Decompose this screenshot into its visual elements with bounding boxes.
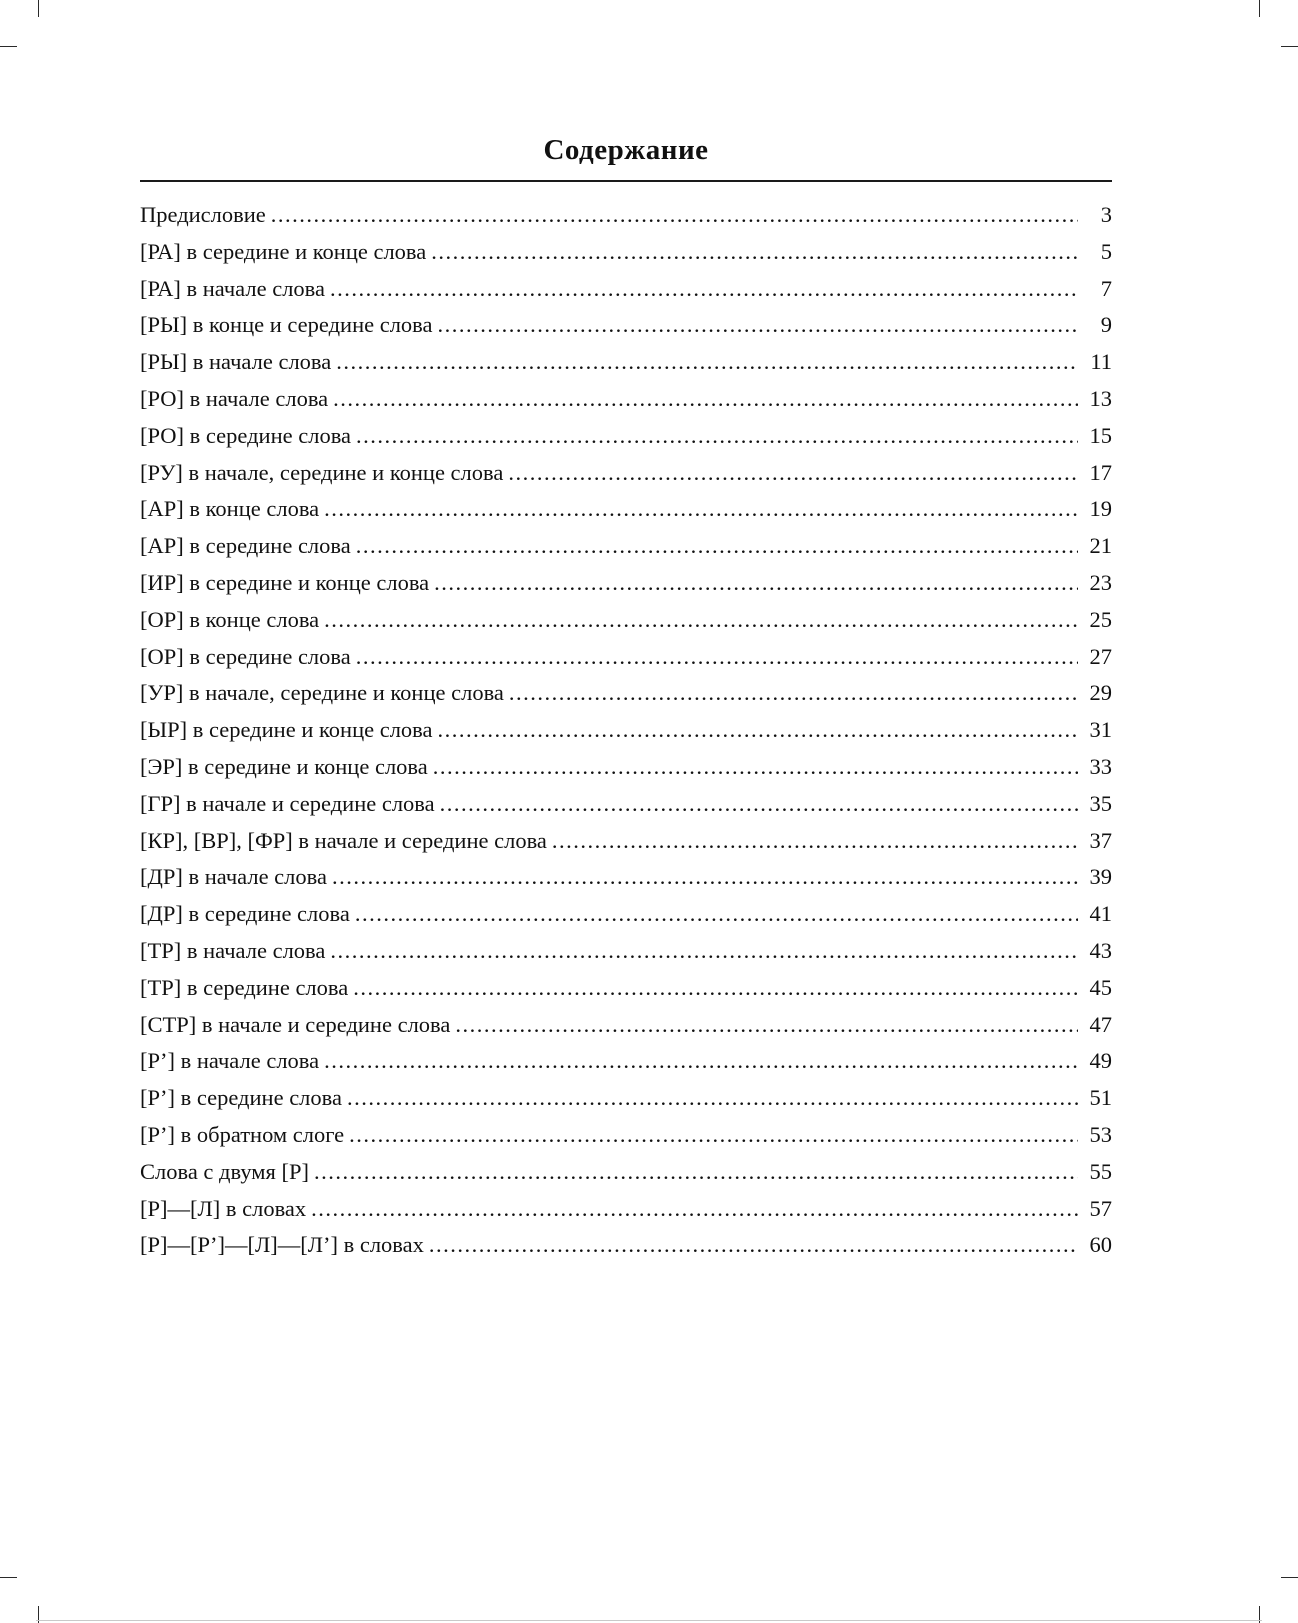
toc-entry-label: [РО] в начале слова (140, 385, 329, 411)
toc-entry (140, 1154, 1112, 1191)
toc-leader-dots (433, 749, 1078, 786)
toc-entry-page: 53 (1089, 1121, 1112, 1147)
toc-entry (140, 271, 1112, 308)
toc-entry (140, 381, 1112, 418)
crop-mark-bottom-right-horizontal (1281, 1577, 1298, 1578)
toc-leader-dots (353, 970, 1078, 1007)
toc-entry-page: 33 (1089, 753, 1112, 779)
toc-entry-page: 5 (1100, 238, 1112, 264)
toc-entry-label: [РА] в начале слова (140, 275, 325, 301)
toc-entry-label: [Р]—[Л] в словах (140, 1195, 307, 1221)
toc-leader-dots (440, 786, 1078, 823)
toc-entry (140, 1227, 1112, 1264)
toc-entry (140, 675, 1112, 712)
toc-entry-page: 47 (1089, 1011, 1112, 1037)
toc-entry-label: [АР] в конце слова (140, 496, 320, 522)
toc-entry-page: 57 (1089, 1195, 1112, 1221)
toc-entry (140, 1080, 1112, 1117)
toc-leader-dots (332, 859, 1078, 896)
toc-entry-label: [УР] в начале, середине и конце слова (140, 680, 504, 706)
toc-entry-page: 13 (1089, 385, 1112, 411)
toc-entry-label: Предисловие (140, 202, 266, 227)
toc-entry-label: [Р’] в начале слова (140, 1048, 320, 1074)
toc-entry (140, 712, 1112, 749)
page-title: Содержание (543, 134, 709, 166)
crop-mark-top-left-vertical (38, 0, 39, 17)
toc-entry-label: [РЫ] в начале слова (140, 349, 332, 375)
toc-entry (140, 1191, 1112, 1228)
toc-leader-dots (330, 933, 1078, 970)
toc-leader-dots (552, 823, 1078, 860)
toc-entry-label: [Р’] в середине слова (140, 1085, 342, 1111)
toc-entry (140, 565, 1112, 602)
toc-entry-label: [Р’] в обратном слоге (140, 1121, 345, 1147)
toc-entry-label: [Р]—[Р’]—[Л]—[Л’] в словах (140, 1232, 424, 1258)
toc-entry-page: 21 (1089, 533, 1112, 559)
toc-entry-label: [ОР] в середине слова (140, 643, 351, 669)
toc-leader-dots (355, 896, 1078, 933)
toc-entry-page: 43 (1089, 937, 1112, 963)
toc-entry-label: [ОР] в конце слова (140, 606, 320, 632)
toc-entry (140, 1043, 1112, 1080)
toc-entry-label: [ЫР] в середине и конце слова (140, 717, 433, 743)
toc-entry (140, 970, 1112, 1007)
toc-leader-dots (324, 602, 1078, 639)
toc-leader-dots (330, 271, 1078, 308)
crop-mark-top-right-vertical (1259, 0, 1260, 17)
toc-leader-dots (431, 234, 1078, 271)
toc-leader-dots (356, 639, 1078, 676)
toc-entry-page: 39 (1089, 864, 1112, 890)
toc-list (140, 197, 1112, 1264)
page-bottom-edge-line (36, 1620, 1262, 1621)
toc-entry (140, 528, 1112, 565)
toc-entry-label: [РО] в середине слова (140, 422, 352, 448)
toc-entry-label: [РЫ] в конце и середине слова (140, 312, 433, 338)
toc-entry (140, 933, 1112, 970)
toc-leader-dots (356, 418, 1078, 455)
toc-leader-dots (347, 1080, 1078, 1117)
toc-entry (140, 455, 1112, 492)
toc-entry-label: [ДР] в середине слова (140, 901, 350, 927)
toc-entry-label: [АР] в середине слова (140, 533, 351, 559)
toc-leader-dots (314, 1154, 1078, 1191)
toc-leader-dots (438, 307, 1079, 344)
toc-entry-page: 27 (1089, 643, 1112, 669)
toc-entry-label: [РА] в середине и конце слова (140, 238, 427, 264)
toc-entry-page: 37 (1089, 827, 1112, 853)
toc-entry (140, 491, 1112, 528)
toc-entry-page: 19 (1089, 496, 1112, 522)
toc-entry-page: 29 (1089, 680, 1112, 706)
toc-entry-page: 15 (1089, 422, 1112, 448)
toc-entry (140, 234, 1112, 271)
crop-mark-top-right-horizontal (1281, 46, 1298, 47)
toc-entry-page: 11 (1090, 349, 1112, 375)
toc-entry-page: 49 (1089, 1048, 1112, 1074)
toc-entry-page: 23 (1089, 569, 1112, 595)
toc-entry (140, 602, 1112, 639)
toc-entry-label: [РУ] в начале, середине и конце слова (140, 459, 504, 485)
toc-leader-dots (356, 528, 1078, 565)
crop-mark-top-left-horizontal (0, 46, 17, 47)
toc-entry-label: [ИР] в середине и конце слова (140, 569, 430, 595)
toc-entry (140, 823, 1112, 860)
toc-entry (140, 896, 1112, 933)
crop-mark-bottom-left-horizontal (0, 1577, 17, 1578)
toc-entry (140, 197, 1112, 234)
toc-entry-page: 31 (1089, 717, 1112, 743)
toc-leader-dots (429, 1227, 1078, 1264)
toc-leader-dots (508, 455, 1078, 492)
toc-entry (140, 1117, 1112, 1154)
toc-entry (140, 1007, 1112, 1044)
toc-entry-label: [ТР] в середине слова (140, 974, 349, 1000)
toc-leader-dots (271, 197, 1078, 234)
toc-entry (140, 344, 1112, 381)
toc-entry (140, 639, 1112, 676)
toc-entry-page: 45 (1089, 974, 1112, 1000)
toc-entry-page: 55 (1089, 1158, 1112, 1184)
toc-leader-dots (311, 1191, 1078, 1228)
toc-leader-dots (438, 712, 1079, 749)
toc-entry-page: 51 (1089, 1085, 1112, 1111)
toc-entry-page: 3 (1100, 202, 1112, 227)
toc-leader-dots (349, 1117, 1078, 1154)
toc-entry-page: 60 (1089, 1232, 1112, 1258)
toc-entry-label: [ДР] в начале слова (140, 864, 327, 890)
toc-leader-dots (324, 491, 1078, 528)
toc-entry (140, 749, 1112, 786)
toc-entry (140, 859, 1112, 896)
toc-entry-page: 17 (1089, 459, 1112, 485)
toc-entry-label: Слова с двумя [Р] (140, 1158, 310, 1184)
toc-leader-dots (333, 381, 1078, 418)
toc-leader-dots (455, 1007, 1078, 1044)
toc-leader-dots (324, 1043, 1078, 1080)
toc-entry-page: 7 (1100, 275, 1112, 301)
toc-entry-page: 25 (1089, 606, 1112, 632)
toc-entry (140, 418, 1112, 455)
toc-entry-label: [КР], [ВР], [ФР] в начале и середине слова (140, 827, 547, 853)
toc-entry-label: [СТР] в начале и середине слова (140, 1011, 451, 1037)
toc-leader-dots (509, 675, 1078, 712)
toc-leader-dots (434, 565, 1078, 602)
toc-entry-label: [ТР] в начале слова (140, 937, 326, 963)
toc-entry-page: 9 (1100, 312, 1112, 338)
toc-entry-label: [ГР] в начале и середине слова (140, 790, 435, 816)
toc-page (140, 0, 1112, 1264)
toc-entry (140, 786, 1112, 823)
toc-entry-label: [ЭР] в середине и конце слова (140, 753, 428, 779)
title-rule (140, 180, 1112, 182)
toc-entry-page: 35 (1089, 790, 1112, 816)
toc-entry-page: 41 (1089, 901, 1112, 927)
toc-leader-dots (336, 344, 1078, 381)
toc-entry (140, 307, 1112, 344)
